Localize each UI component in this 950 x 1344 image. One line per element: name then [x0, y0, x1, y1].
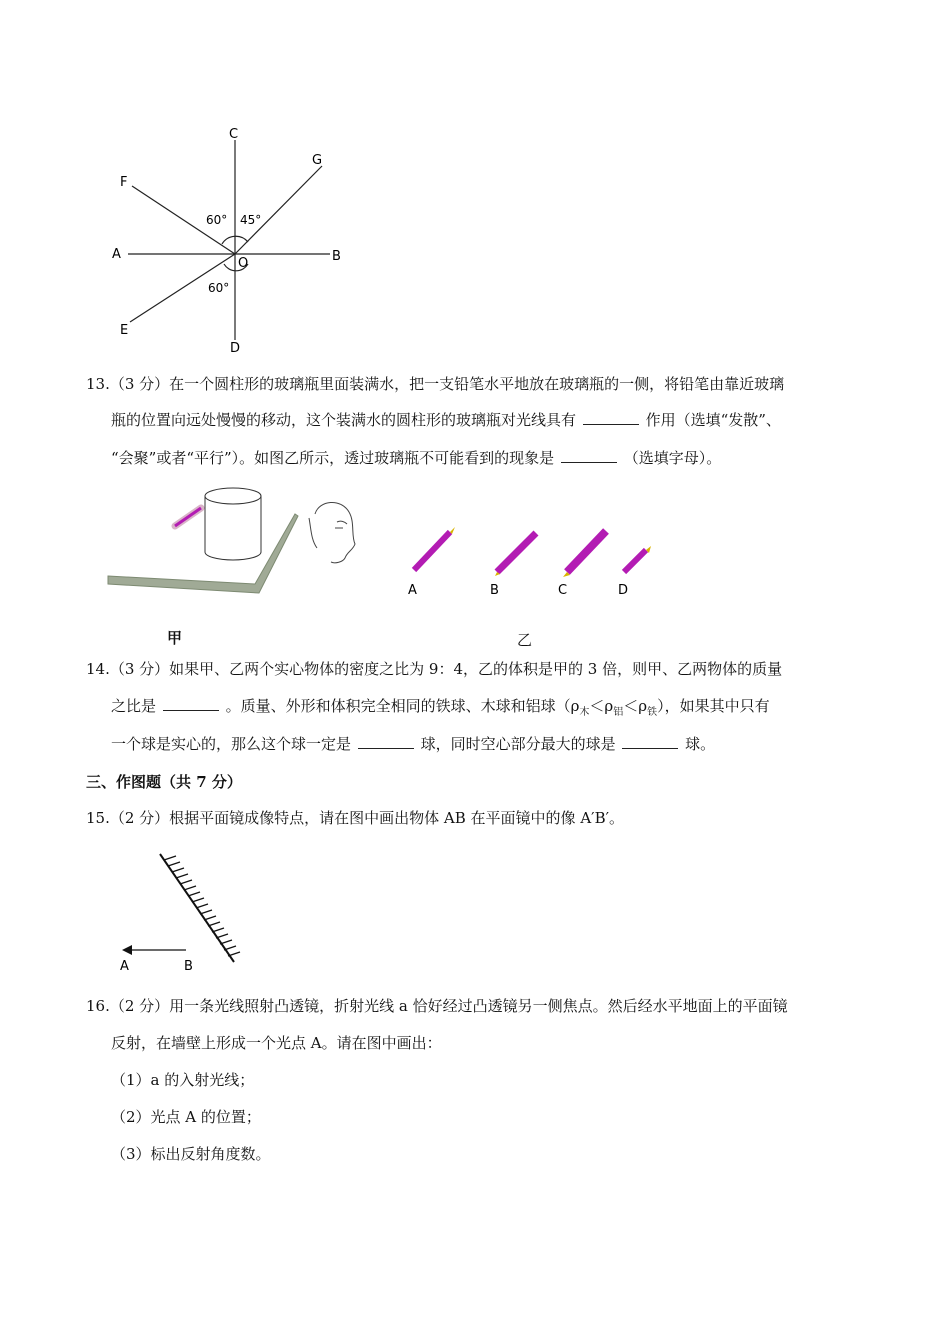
glass-bottle [205, 488, 261, 560]
q14-line2: 之比是 。质量、外形和体积完全相同的铁球、木球和铝球$(\rho_木<\rho_铝<\rho_铁)$，如果其中只有 [111, 697, 770, 718]
label-d: D [230, 341, 241, 356]
label-b: B [184, 959, 193, 974]
pencil-jia [175, 508, 201, 526]
angle-label-45: 45° [240, 213, 262, 227]
answer-blank[interactable] [561, 448, 617, 463]
answer-blank[interactable] [163, 696, 219, 711]
line-go [235, 166, 322, 254]
label-g: G [312, 153, 323, 168]
angle-diagram [100, 118, 360, 358]
label-f: F [120, 175, 128, 190]
option-label-a: A [408, 583, 417, 598]
q16-sub2: （2）光点 A 的位置； [111, 1108, 261, 1126]
pencil-b [495, 533, 536, 576]
option-label-c: C [558, 583, 568, 598]
q16-sub3: （3）标出反射角度数。 [111, 1145, 271, 1163]
caption-yi: 乙 [517, 631, 533, 649]
figure-yi [400, 520, 670, 600]
pencil-a [414, 527, 455, 570]
section-heading: 三、作图题（共 7 分） [86, 773, 242, 791]
pencil-c [563, 531, 606, 577]
q16-sub1: （1）a 的入射光线； [111, 1071, 255, 1089]
label-o: O [238, 256, 249, 271]
label-a: A [112, 247, 121, 262]
mirror-diagram [112, 846, 262, 976]
label-b: B [332, 249, 341, 264]
q16-line1: 16.（2 分）用一条光线照射凸透镜，折射光线 a 恰好经过凸透镜另一侧焦点。然后经水平地面上的平面镜 [86, 997, 788, 1015]
arrow-head [122, 945, 132, 955]
label-e: E [120, 323, 129, 338]
q13-line2: 瓶的位置向远处慢慢的移动，这个装满水的圆柱形的玻璃瓶对光线具有 作用（选填“发散”、 [111, 411, 781, 429]
mirror-hatching [164, 856, 240, 956]
q15-text: 15.（2 分）根据平面镜成像特点，请在图中画出物体 AB 在平面镜中的像 A′B′。 [86, 809, 624, 827]
q14-line3: 一个球是实心的，那么这个球一定是 球，同时空心部分最大的球是 球。 [111, 735, 716, 753]
q13-line3: “会聚”或者“平行”）。如图乙所示，透过玻璃瓶不可能看到的现象是 （选填字母）。 [111, 449, 722, 467]
angle-label-60-bottom: 60° [208, 281, 230, 295]
figure-jia [105, 478, 375, 608]
option-label-d: D [618, 583, 629, 598]
answer-blank[interactable] [358, 734, 414, 749]
option-label-b: B [490, 583, 499, 598]
caption-jia: 甲 [167, 629, 183, 647]
label-a: A [120, 959, 129, 974]
q14-line1: 14.（3 分）如果甲、乙两个实心物体的密度之比为 9：4，乙的体积是甲的 3 倍，则甲、乙两物体的质量 [86, 660, 783, 678]
angle-label-60-top: 60° [206, 213, 228, 227]
q16-line2: 反射，在墙壁上形成一个光点 A。请在图中画出： [111, 1034, 442, 1052]
pencil-d [624, 546, 651, 572]
q13-line1: 13.（3 分）在一个圆柱形的玻璃瓶里面装满水，把一支铅笔水平地放在玻璃瓶的一侧，将铅笔由靠近玻璃 [86, 375, 785, 393]
answer-blank[interactable] [583, 410, 639, 425]
face [309, 502, 355, 562]
table [108, 514, 298, 593]
label-c: C [229, 127, 239, 142]
answer-blank[interactable] [622, 734, 678, 749]
